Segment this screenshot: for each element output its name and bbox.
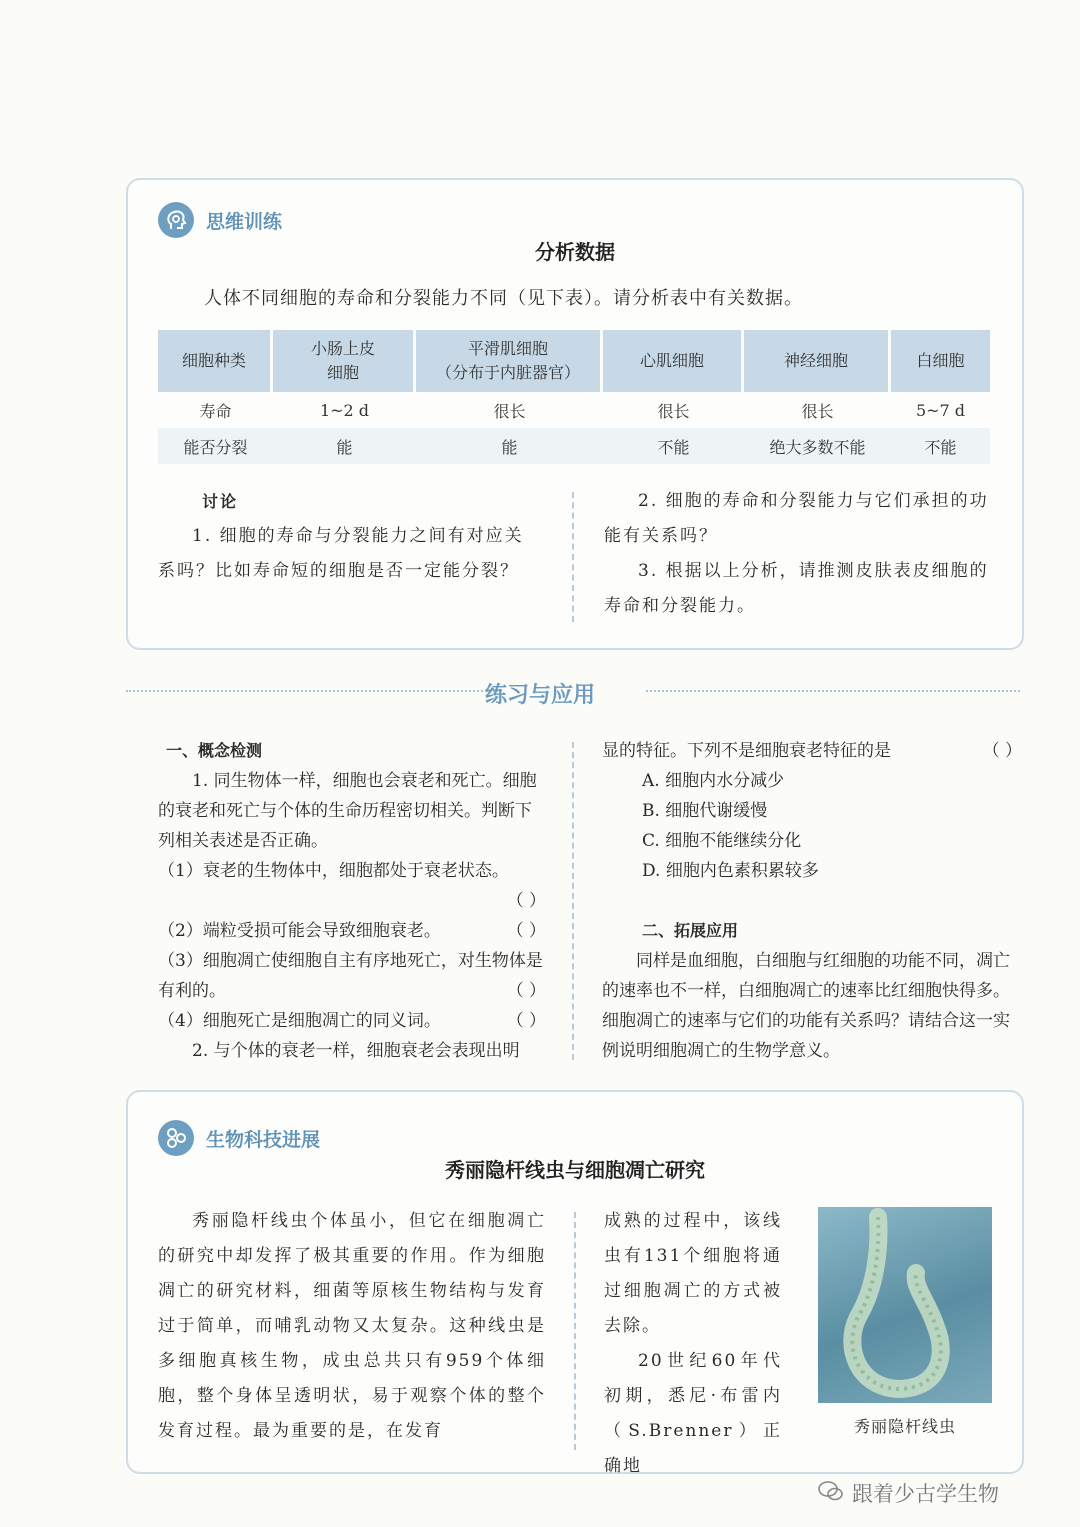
table-cell: 能 — [416, 428, 603, 464]
table-header-cell: 神经细胞 — [744, 330, 891, 392]
head-gear-icon — [158, 202, 194, 238]
discussion-left — [158, 484, 542, 589]
table-cell: 很长 — [801, 401, 834, 421]
table-cell: 寿命 — [199, 401, 232, 421]
box-title: 分析数据 — [535, 240, 615, 264]
statement-row — [158, 1006, 546, 1036]
cells-icon — [158, 1120, 194, 1156]
option-a[interactable]: A. 细胞内水分减少 — [642, 771, 785, 791]
table-row — [158, 392, 990, 428]
option-b[interactable]: B. 细胞代谢缓慢 — [642, 801, 768, 821]
answer-paren[interactable]: （ ） — [506, 981, 546, 1001]
statement-1: （1）衰老的生物体中，细胞都处于衰老状态。 — [158, 861, 509, 881]
article-paragraph: 秀丽隐杆线虫个体虽小，但它在细胞凋亡的研究中却发挥了极其重要的作用。作为细胞凋亡的研究材料，细菌等原核生物结构与发育过于简单，而哺乳动物又太复杂。这种线虫是多细胞真核生物，成虫总共只有959个体细胞，整个身体呈透明状，易于观察个体的整个发育过程。最为重要的是，在发育 — [158, 1211, 546, 1441]
question-1: 1. 同生物体一样，细胞也会衰老和死亡。细胞的衰老和死亡与个体的生命历程密切相关。判断下列相关表述是否正确。 — [158, 771, 537, 851]
wechat-icon — [818, 1480, 844, 1507]
question-2-start: 2. 与个体的衰老一样，细胞衰老会表现出明 — [192, 1041, 520, 1061]
practice-right-column — [602, 736, 1022, 1066]
table-header-cell: 细胞种类 — [158, 330, 273, 392]
figure-caption: 秀丽隐杆线虫 — [853, 1417, 956, 1436]
discussion-question-2: 2. 细胞的寿命和分裂能力与它们承担的功能有关系吗？ — [604, 491, 989, 546]
question-2-cont: 显的特征。下列不是细胞衰老特征的是 — [602, 741, 891, 761]
nematode-photo — [818, 1207, 992, 1403]
section-rule-right — [646, 690, 1020, 694]
answer-paren[interactable]: （ ） — [506, 1011, 546, 1031]
article-left — [158, 1204, 546, 1449]
table-cell: 绝大多数不能 — [744, 428, 891, 464]
discussion-heading: 讨论 — [202, 492, 239, 511]
table-header-cell: 小肠上皮 细胞 — [273, 330, 416, 392]
table-cell: 很长 — [493, 401, 526, 421]
biotech-progress-box — [126, 1090, 1024, 1474]
box-title: 秀丽隐杆线虫与细胞凋亡研究 — [445, 1158, 705, 1182]
table-cell: 很长 — [657, 401, 690, 421]
biotech-header — [158, 1120, 320, 1156]
answer-paren[interactable]: （ ） — [506, 891, 546, 911]
column-divider — [572, 742, 574, 1060]
statement-3: （3）细胞凋亡使细胞自主有序地死亡，对生物体是有利的。 — [158, 951, 543, 1001]
article-right — [604, 1204, 782, 1484]
table-cell: 1~2 d — [319, 400, 370, 420]
statement-4: （4）细胞死亡是细胞凋亡的同义词。 — [158, 1011, 441, 1031]
practice-left-column — [158, 736, 546, 1066]
question-2-row — [602, 736, 1022, 766]
discussion-right — [604, 484, 994, 624]
watermark-text: 跟着少古学生物 — [852, 1482, 999, 1506]
discussion-question-3: 3. 根据以上分析，请推测皮肤表皮细胞的寿命和分裂能力。 — [604, 561, 989, 616]
table-header-cell: 心肌细胞 — [603, 330, 744, 392]
table-row — [158, 428, 990, 464]
table-cell: 不能 — [603, 428, 744, 464]
cell-data-table — [158, 330, 990, 464]
thinking-training-header — [158, 202, 282, 238]
table-cell: 5~7 d — [915, 400, 966, 420]
practice-title: 练习与应用 — [484, 683, 595, 708]
table-header-cell: 平滑肌细胞 （分布于内脏器官） — [416, 330, 603, 392]
table-cell: 能 — [273, 428, 416, 464]
option-c[interactable]: C. 细胞不能继续分化 — [642, 831, 802, 851]
article-paragraph: 20世纪60年代初期，悉尼·布雷内（S.Brenner）正确地 — [604, 1351, 782, 1476]
column-divider — [574, 1212, 576, 1450]
discussion-question-1: 1. 细胞的寿命与分裂能力之间有对应关系吗？比如寿命短的细胞是否一定能分裂？ — [158, 526, 524, 581]
option-d[interactable]: D. 细胞内色素积累较多 — [642, 861, 819, 881]
extend-text: 同样是血细胞，白细胞与红细胞的功能不同，凋亡的速率也不一样，白细胞凋亡的速率比红细胞快得多。细胞凋亡的速率与它们的功能有关系吗？请结合这一实例说明细胞凋亡的生物学意义。 — [602, 951, 1010, 1061]
article-paragraph: 成熟的过程中，该线虫有131个细胞将通过细胞凋亡的方式被去除。 — [604, 1211, 782, 1336]
statement-2: （2）端粒受损可能会导致细胞衰老。 — [158, 921, 441, 941]
watermark — [818, 1478, 999, 1508]
table-cell: 不能 — [891, 428, 990, 464]
thinking-training-box — [126, 178, 1024, 650]
table-cell: 能否分裂 — [158, 428, 273, 464]
statement-row — [158, 916, 546, 946]
extend-heading: 二、拓展应用 — [642, 921, 739, 940]
answer-paren[interactable]: （ ） — [982, 741, 1022, 761]
section-label: 生物科技进展 — [206, 1128, 321, 1151]
table-header-row — [158, 330, 990, 392]
answer-paren[interactable]: （ ） — [506, 921, 546, 941]
concept-heading: 一、概念检测 — [166, 741, 263, 760]
column-divider — [572, 492, 574, 622]
intro-text: 人体不同细胞的寿命和分裂能力不同（见下表）。请分析表中有关数据。 — [204, 288, 803, 309]
section-label: 思维训练 — [206, 210, 283, 233]
table-header-cell: 白细胞 — [891, 330, 990, 392]
